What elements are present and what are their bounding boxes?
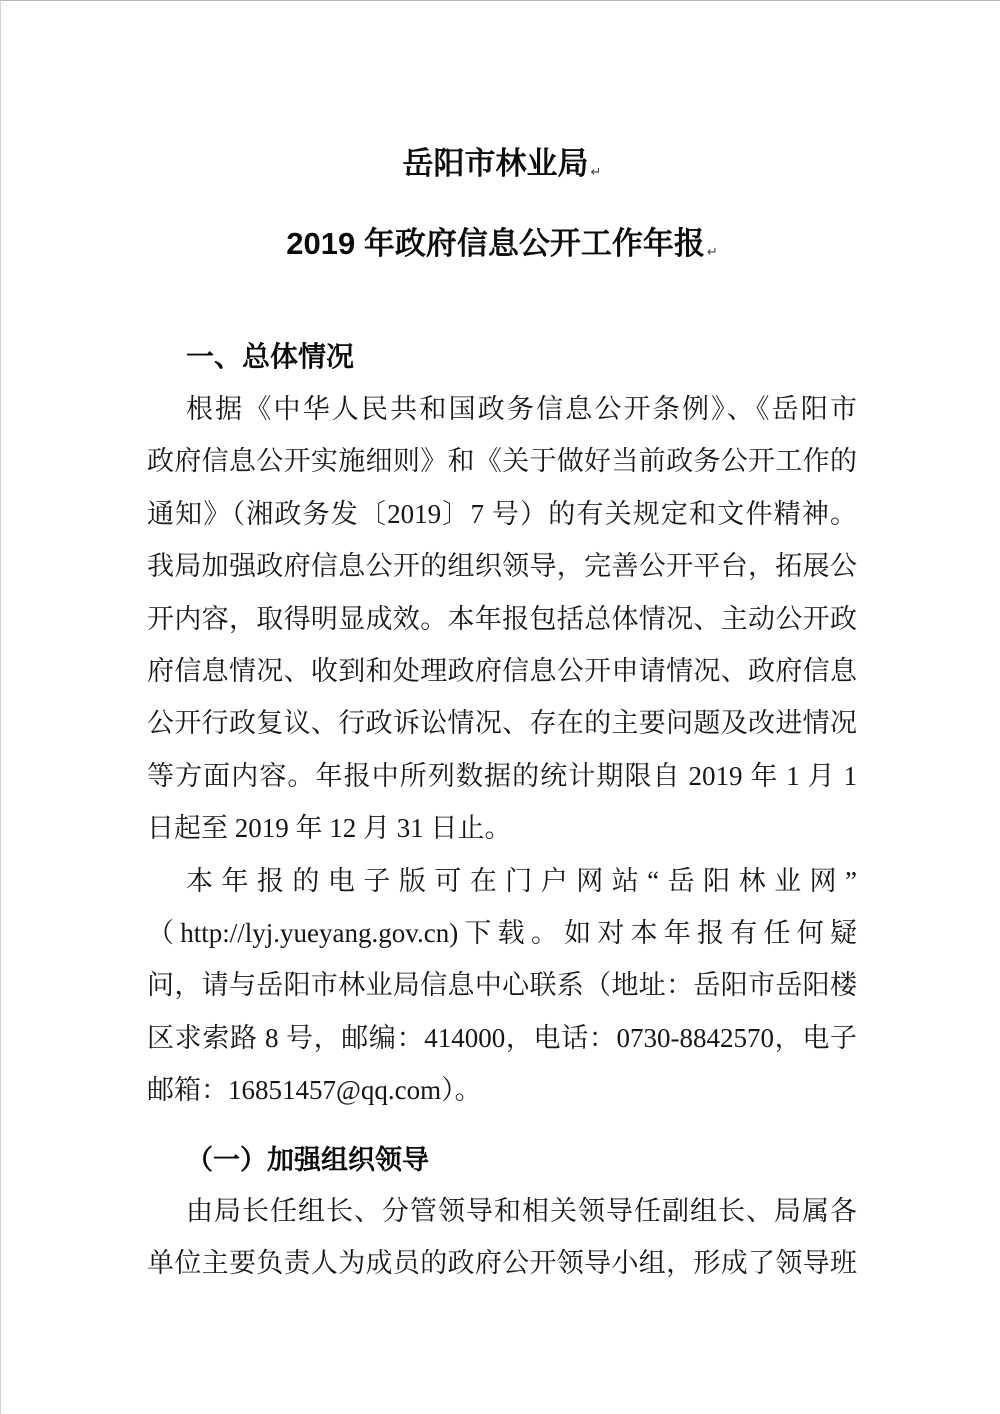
paragraph-line: 通知》（湘政务发〔2019〕7 号）的有关规定和文件精神。 [147,498,857,529]
paragraph-line: 由局长任组长、分管领导和相关领导任副组长、局属各 [186,1195,857,1226]
document-content [147,1,857,1290]
paragraph-3 [147,1185,857,1290]
paragraph-mark-icon: ↵ [590,165,602,180]
title-text: 岳阳市林业局 [402,146,589,181]
paragraph-line: 等方面内容。年报中所列数据的统计期限自 2019 年 1 月 1 [147,760,857,791]
section-heading-organization: （一）加强组织领导 [186,1144,429,1175]
paragraph-line: 单位主要负责人为成员的政府公开领导小组，形成了领导班 [147,1248,857,1279]
paragraph-line: 本年报的电子版可在门户网站“岳阳林业网” [186,865,857,896]
document-title-line2 [147,222,857,273]
section-heading-overview: 一、总体情况 [186,342,355,373]
paragraph-line: 问，请与岳阳市林业局信息中心联系（地址：岳阳市岳阳楼 [147,970,857,1001]
paragraph-mark-icon: ↵ [706,245,718,260]
paragraph-line: 根据《中华人民共和国政务信息公开条例》、《岳阳市 [186,394,857,424]
paragraph-line: 公开行政复议、行政诉讼情况、存在的主要问题及改进情况 [147,708,857,739]
paragraph-line: 区求索路 8 号，邮编：414000，电话：0730-8842570，电子 [147,1022,857,1053]
paragraph-line: （http://lyj.yueyang.gov.cn)下载。如对本年报有任何疑 [147,918,857,949]
paragraph-2 [147,855,857,1117]
paragraph-line: 邮箱：16851457@qq.com）。 [147,1075,482,1106]
paragraph-line: 府信息情况、收到和处理政府信息公开申请情况、政府信息 [147,656,857,687]
title-text: 2019 年政府信息公开工作年报 [286,226,705,261]
paragraph-line: 开内容，取得明显成效。本年报包括总体情况、主动公开政 [147,603,857,634]
paragraph-line: 日起至 2019 年 12 月 31 日止。 [147,813,512,844]
paragraph-line: 我局加强政府信息公开的组织领导，完善公开平台，拓展公 [147,551,857,582]
paragraph-1 [147,383,857,855]
paragraph-line: 政府信息公开实施细则》和《关于做好当前政务公开工作的 [147,446,857,477]
document-title-line1 [147,142,857,193]
